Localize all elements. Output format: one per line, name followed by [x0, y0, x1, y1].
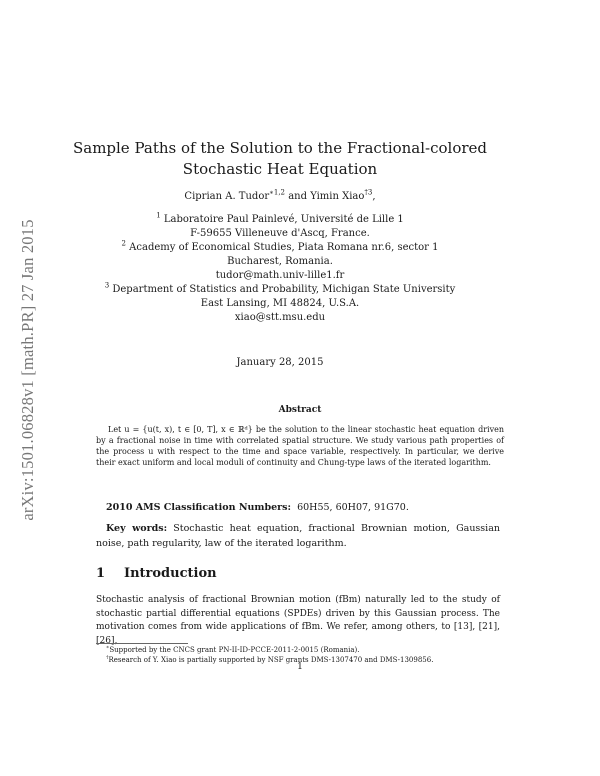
ams-label: 2010 AMS Classification Numbers: [106, 502, 292, 513]
author-2-marks: †3 [364, 188, 373, 197]
section-heading [96, 566, 217, 581]
section-title: Introduction [124, 566, 217, 581]
affiliation-3-email: xiao@stt.msu.edu [234, 312, 326, 323]
author-1-marks: ∗1,2 [269, 188, 286, 197]
affiliation-3-mark: 3 [104, 281, 110, 290]
affiliation-2-line-2: Bucharest, Romania. [227, 256, 333, 267]
paper-date: January 28, 2015 [236, 357, 324, 368]
paper-title [60, 138, 500, 180]
author-2-name: Yimin Xiao [310, 191, 365, 202]
abstract-heading: Abstract [278, 405, 322, 415]
ams-value: 60H55, 60H07, 91G70. [297, 502, 409, 513]
arxiv-identifier: arXiv:1501.06828v1 [math.PR] 27 Jan 2015 [18, 219, 37, 521]
author-line [100, 190, 460, 204]
author-line-trail: , [372, 191, 376, 202]
affiliation-2-email: tudor@math.univ-lille1.fr [215, 270, 345, 281]
footnote-1 [106, 646, 360, 654]
ams-classification [106, 502, 409, 513]
abstract-text: Let u = {u(t, x), t ∈ [0, T], x ∈ ℝᵈ} be the solution to the linear stochastic heat equation driven by a fractional noise in time with correlated spatial structure. We study various path properties of the process u with respect to the time and space variable, respectively. In particular, we derive their exact uniform and local moduli of continuity and Chung-type laws of the iterated logarithm. [96, 425, 504, 467]
arxiv-sidebar-stamp [13, 180, 43, 560]
footnote-1-mark: ∗ [106, 644, 110, 651]
keywords-label: Key words: [106, 523, 168, 534]
affiliation-1-text: Laboratoire Paul Painlevé, Université de Lille 1 [163, 214, 404, 225]
affiliation-2-line-1 [100, 241, 460, 255]
affiliation-3-line-1 [100, 283, 460, 297]
affiliation-3-line-2: East Lansing, MI 48824, U.S.A. [200, 298, 360, 309]
intro-paragraph: Stochastic analysis of fractional Brownian motion (fBm) naturally led to the study of stochastic partial differential equations (SPDEs) driven by this Gaussian process. The motivation comes from wide applications of fBm. We refer, among others, to [13], [21], [26], [96, 595, 500, 646]
affiliation-3-text: Department of Statistics and Probability, Michigan State University [112, 284, 456, 295]
keywords-value: Stochastic heat equation, fractional Brownian motion, Gaussian noise, path regularity, law of the iterated logarithm. [96, 523, 501, 549]
affiliation-1-line-1 [100, 213, 460, 227]
affiliation-2-mark: 2 [121, 239, 126, 248]
footnote-2-mark: † [106, 654, 109, 661]
section-number: 1 [96, 566, 106, 581]
author-conjunction: and [285, 191, 311, 202]
keywords [96, 521, 500, 551]
page-number: 1 [297, 662, 303, 672]
footnote-1-text: Supported by the CNCS grant PN-II-ID-PCCE-2011-2-0015 (Romania). [109, 646, 360, 654]
affiliation-1-mark: 1 [156, 211, 161, 220]
author-1-name: Ciprian A. Tudor [184, 191, 270, 202]
footnote-2-text: Research of Y. Xiao is partially supported by NSF grants DMS-1307470 and DMS-1309856. [108, 656, 434, 664]
footnote-divider [96, 643, 188, 644]
affiliation-1-line-2: F-59655 Villeneuve d'Ascq, France. [190, 228, 370, 239]
title-line-1: Sample Paths of the Solution to the Fractional-colored [72, 139, 488, 157]
affiliation-2-text: Academy of Economical Studies, Piata Romana nr.6, sector 1 [129, 242, 439, 253]
title-line-2: Stochastic Heat Equation [182, 160, 378, 178]
